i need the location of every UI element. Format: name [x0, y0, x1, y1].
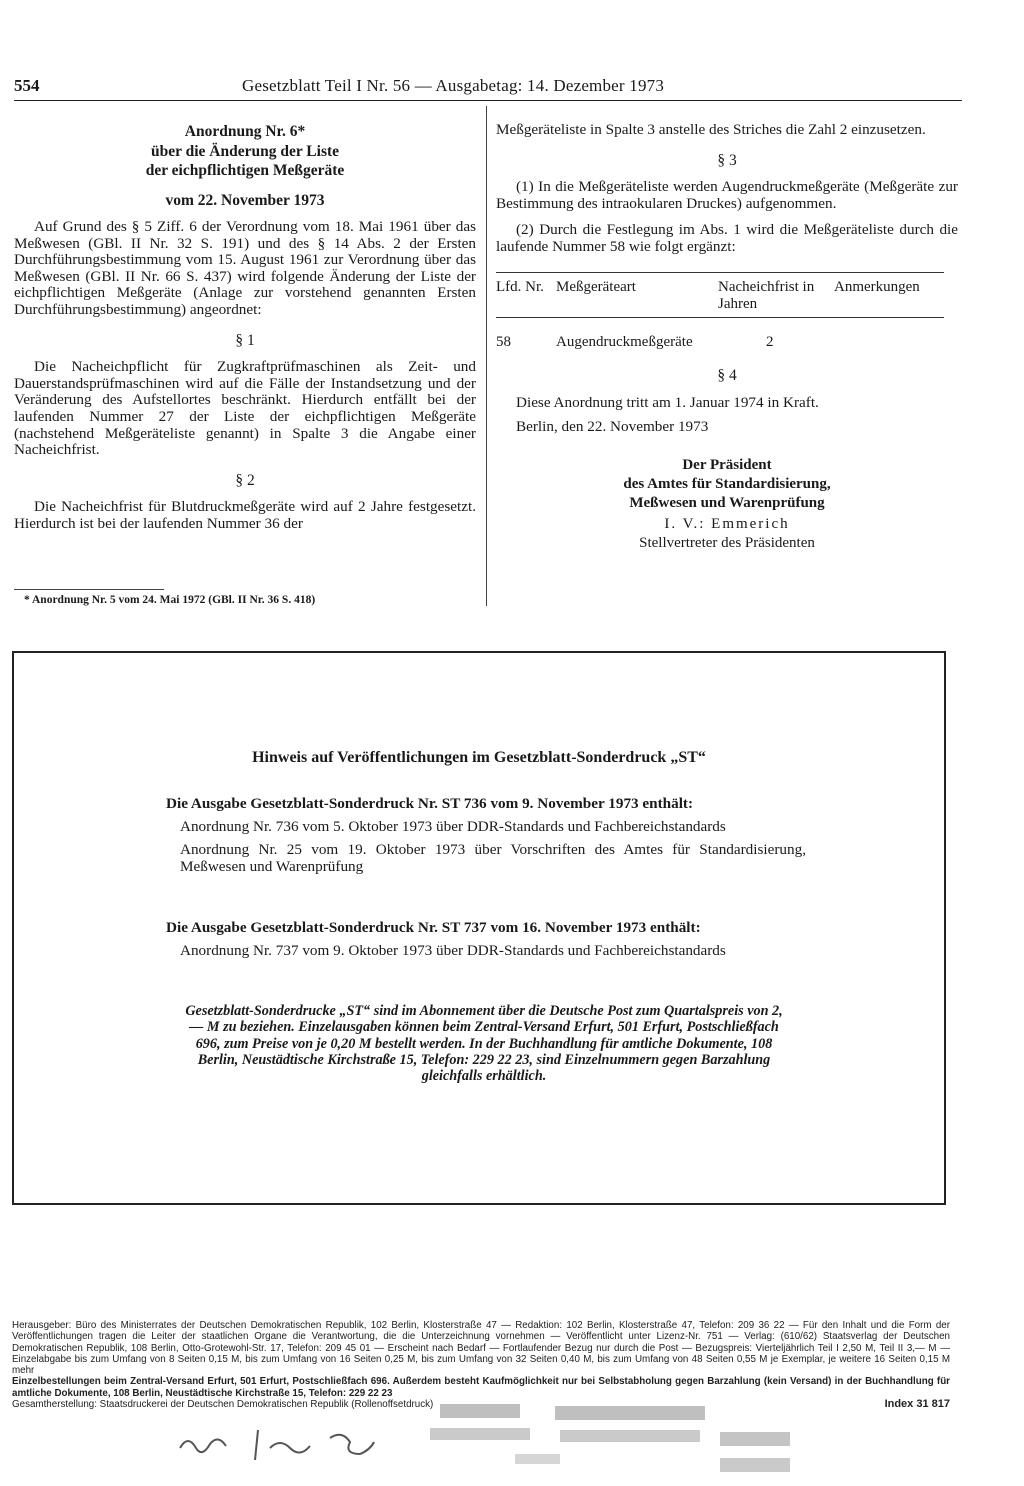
ordinance-date: vom 22. November 1973	[165, 191, 325, 209]
section-3-paragraph-2: (2) Durch die Festlegung im Abs. 1 wird die Meßgeräteliste durch die laufende Nummer 58 wie folgt ergänzt:	[496, 221, 958, 255]
section-1-text: Die Nacheichpflicht für Zugkraftprüfmaschinen als Zeit- und Dauerstandsprüfmaschinen wird auf die Fälle der Instandsetzung und der Veränderung des Aufstellortes beschränkt. Hierdurch entfällt bei der laufenden Nummer 27 der Liste der eichpflichtigen Meßgeräte (nachstehend Meßgeräteliste genannt) in Spalte 3 die Angabe einer Nacheichfrist.	[14, 358, 476, 459]
left-column	[14, 122, 476, 533]
table-cell: Augendruckmeßgeräte	[556, 333, 693, 350]
measuring-device-table	[496, 272, 944, 357]
signature-office-line: Meßwesen und Warenprüfung	[629, 494, 825, 511]
index-number: Index 31 817	[884, 1398, 950, 1411]
footnote: * Anordnung Nr. 5 vom 24. Mai 1972 (GBl. II Nr. 36 S. 418)	[24, 594, 316, 606]
section-3-heading: § 3	[717, 151, 737, 169]
notice-item: Anordnung Nr. 25 vom 19. Oktober 1973 über Vorschriften des Amtes für Standardisierung, Meßwesen und Warenprüfung	[180, 841, 806, 875]
header-rule	[14, 100, 962, 101]
section-2-text: Die Nacheichfrist für Blutdruckmeßgeräte wird auf 2 Jahre festgesetzt. Hierdurch ist bei der laufenden Nummer 36 der	[14, 498, 476, 532]
section-4-heading: § 4	[717, 367, 737, 385]
section-1-heading: § 1	[235, 331, 255, 349]
notice-item: Anordnung Nr. 737 vom 9. Oktober 1973 über DDR-Standards und Fachbereichstandards	[180, 942, 726, 959]
notice-block-st736	[166, 795, 806, 881]
notice-title: Hinweis auf Veröffentlichungen im Gesetzblatt-Sonderdruck „ST“	[252, 749, 706, 766]
footnote-rule	[14, 589, 164, 590]
section-3-paragraph-1: (1) In die Meßgeräteliste werden Augendruckmeßgeräte (Meßgeräte zur Bestimmung des intraokularen Druckes) aufgenommen.	[496, 178, 958, 212]
imprint-orders: Einzelbestellungen beim Zentral-Versand Erfurt, 501 Erfurt, Postschließfach 696. Außerdem besteht Kaufmöglichkeit nur bei Selbstabholung gegen Barzahlung (kein Versand) in der Buchhandlung für amtliche Dokumente, 108 Berlin, Neustädtische Kirchstraße 15, Telefon: 229 22 23	[12, 1376, 950, 1399]
stamp-marks	[430, 1404, 790, 1472]
section-2-continuation: Meßgeräteliste in Spalte 3 anstelle des Striches die Zahl 2 einzusetzen.	[496, 121, 926, 138]
subscription-note: Gesetzblatt-Sonderdrucke „ST“ sind im Abonnement über die Deutsche Post zum Quartalspreis von 2,— M zu beziehen. Einzelausgaben können beim Zentral-Versand Erfurt, 501 Erfurt, Postschließfach 696, zum Preise von je 0,20 M bestellt werden. In der Buchhandlung für amtliche Dokumente, 108 Berlin, Neustädtische Kirchstraße 15, Telefon: 229 22 23, sind Einzelnummern gegen Barzahlung gleichfalls erhältlich.	[185, 1003, 783, 1085]
signature-block	[496, 456, 958, 553]
ordinance-title-line: der eichpflichtigen Meßgeräte	[145, 162, 345, 179]
column-header: Meßgeräteart	[556, 278, 636, 295]
table-header-row	[496, 272, 944, 317]
notice-block-lead: Die Ausgabe Gesetzblatt-Sonderdruck Nr. ST 737 vom 16. November 1973 enthält:	[166, 919, 701, 936]
page-number: 554	[14, 76, 40, 95]
ordinance-title-line: Anordnung Nr. 6*	[184, 123, 306, 140]
signatory-name: I. V.: Emmerich	[664, 515, 790, 532]
notice-block-st737	[166, 919, 806, 965]
ordinance-title-line: über die Änderung der Liste	[150, 142, 340, 160]
table-cell: 58	[496, 333, 511, 350]
table-cell	[834, 317, 944, 356]
library-stamps-image	[0, 1396, 1024, 1486]
column-header: Lfd. Nr.	[496, 278, 544, 295]
section-2-heading: § 2	[235, 471, 255, 489]
table-row	[496, 317, 944, 356]
page-header	[14, 76, 974, 100]
preamble-paragraph: Auf Grund des § 5 Ziff. 6 der Verordnung vom 18. Mai 1961 über das Meßwesen (GBl. II Nr. 32 S. 191) und des § 14 Abs. 2 der Ersten Durchführungsbestimmung vom 15. August 1961 zur Verordnung über das Meßwesen (GBl. II Nr. 66 S. 437) wird folgende Änderung der Liste der eichpflichtigen Meßgeräte (Anlage zur vorstehend genannten Ersten Durchführungsbestimmung) angeordnet:	[14, 218, 476, 319]
column-header: Anmerkungen	[834, 278, 920, 295]
right-column	[496, 122, 958, 553]
notice-box	[12, 651, 946, 1205]
section-4-text: Diese Anordnung tritt am 1. Januar 1974 in Kraft.	[516, 393, 819, 411]
column-divider	[486, 106, 487, 606]
ordinance-title	[14, 122, 476, 181]
table-cell: 2	[766, 333, 774, 350]
notice-block-lead: Die Ausgabe Gesetzblatt-Sonderdruck Nr. ST 736 vom 9. November 1973 enthält:	[166, 795, 694, 812]
signature-office-line: des Amtes für Standardisierung,	[623, 475, 831, 492]
notice-item: Anordnung Nr. 736 vom 5. Oktober 1973 über DDR-Standards und Fachbereichstandards	[180, 818, 726, 835]
signatory-role: Stellvertreter des Präsidenten	[639, 534, 815, 551]
gazette-title: Gesetzblatt Teil I Nr. 56 — Ausgabetag: 14. Dezember 1973	[242, 76, 665, 95]
column-header: Nacheichfrist in Jahren	[718, 278, 815, 312]
place-date: Berlin, den 22. November 1973	[516, 418, 709, 436]
handwritten-marks	[180, 1430, 374, 1460]
imprint-publisher: Herausgeber: Büro des Ministerrates der Deutschen Demokratischen Republik, 102 Berlin, Klosterstraße 47 — Redaktion: 102 Berlin, Klosterstraße 47, Telefon: 209 36 22 — Für den Inhalt und die Form der Veröffentlichungen tragen die Leiter der staatlichen Organe die Verantwortung, die die Unterzeichnung vornehmen — Veröffentlicht unter Lizenz-Nr. 751 — Verlag: (610/62) Staatsverlag der Deutschen Demokratischen Republik, 108 Berlin, Otto-Grotewohl-Str. 17, Telefon: 209 45 01 — Erscheint nach Bedarf — Fortlaufender Bezug nur durch die Post — Bezugspreis: Vierteljährlich Teil I 2,50 M, Teil II 3,— M — Einzelabgabe bis zum Umfang von 8 Seiten 0,15 M, bis zum Umfang von 16 Seiten 0,25 M, bis zum Umfang von 32 Seiten 0,40 M, bis zum Umfang von 48 Seiten 0,55 M je Exemplar, je weitere 16 Seiten 0,15 M mehr	[12, 1320, 950, 1377]
imprint-printer: Gesamtherstellung: Staatsdruckerei der Deutschen Demokratischen Republik (Rollenoffsetdruck)	[12, 1399, 434, 1411]
signature-office-line: Der Präsident	[682, 456, 772, 473]
